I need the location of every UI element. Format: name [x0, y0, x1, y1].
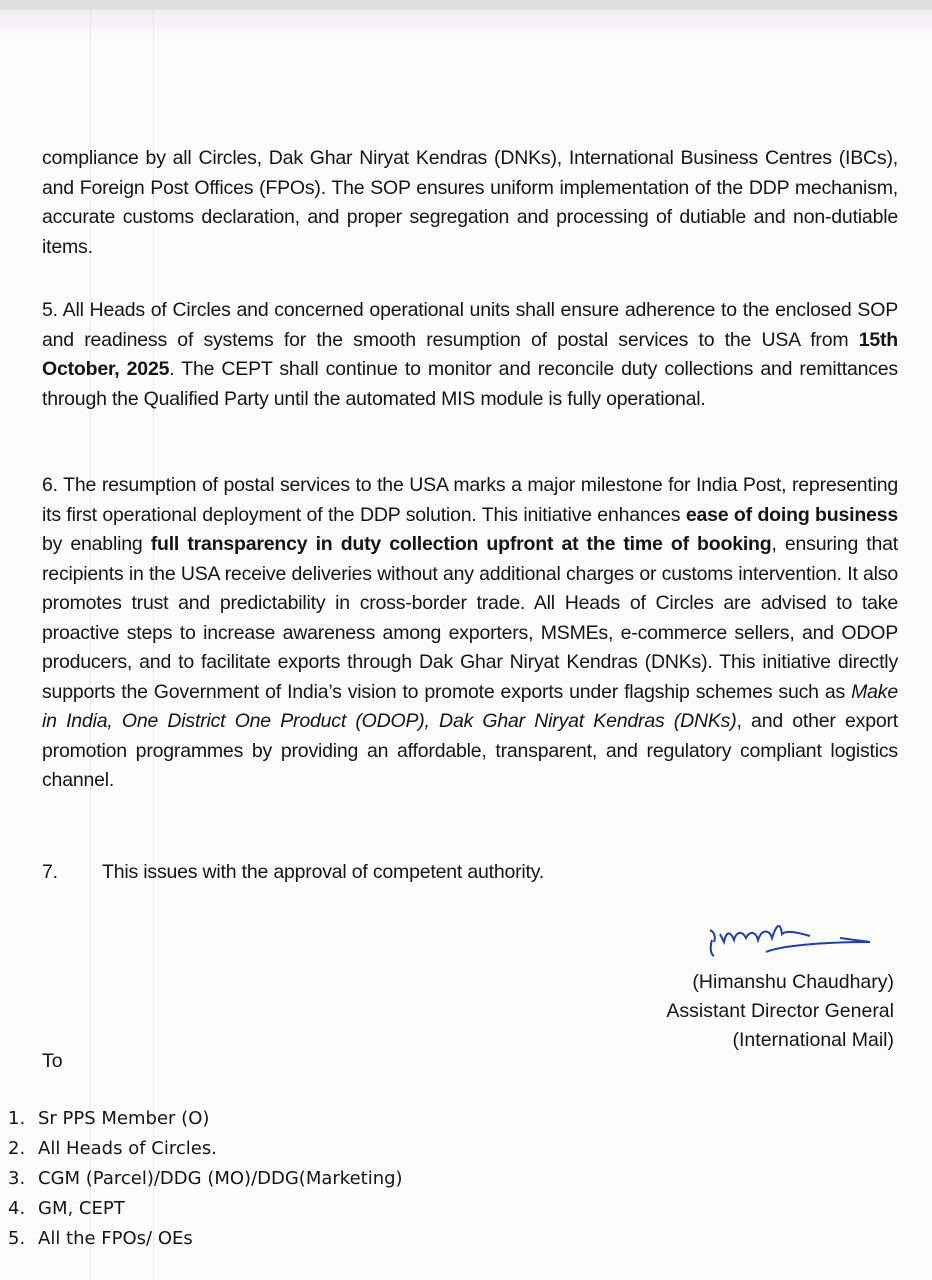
list-item: 1. Sr PPS Member (O): [8, 1108, 210, 1129]
signature-icon: [700, 912, 890, 962]
paragraph-5: 5. All Heads of Circles and concerned operational units shall ensure adherence to the enclosed SOP and readiness of systems for the smooth resumption of postal services to the USA from 15th October, 2025. The CEPT shall continue to monitor and reconcile duty collections and remittances through the Qualified Party until the automated MIS module is fully operational.: [42, 299, 898, 410]
recipients-list: [8, 1104, 403, 1254]
top-bar: [0, 0, 932, 10]
list-item: 5. All the FPOs/ OEs: [8, 1228, 193, 1249]
intro-paragraph: compliance by all Circles, Dak Ghar Niryat Kendras (DNKs), International Business Centres (IBCs), and Foreign Post Offices (FPOs). The SOP ensures uniform implementation of the DDP mechanism, accurate customs declaration, and proper segregation and processing of dutiable and non-dutiable items.: [42, 147, 898, 258]
list-item: 4. GM, CEPT: [8, 1198, 125, 1219]
signatory-division: (International Mail): [732, 1029, 894, 1051]
resumption-date: 15th October, 2025: [42, 328, 898, 380]
paragraph-6: 6. The resumption of postal services to the USA marks a major milestone for India Post, representing its first operational deployment of the DDP solution. This initiative enhances ease of doing business by enabling full transparency in duty collection upfront at the time of booking, ensuring that recipients in the USA receive deliveries without any additional charges or customs intervention. It also promotes trust and predictability in cross-border trade. All Heads of Circles are advised to take proactive steps to increase awareness among exporters, MSMEs, e-commerce sellers, and ODOP producers, and to facilitate exports through Dak Ghar Niryat Kendras (DNKs). This initiative directly supports the Government of India’s vision to promote exports under flagship schemes such as Make in India, One District One Product (ODOP), Dak Ghar Niryat Kendras (DNKs), and other export promotion programmes by providing an affordable, transparent, and regulatory compliant logistics channel.: [42, 474, 899, 791]
top-shade: [0, 10, 932, 40]
signatory-block: [666, 968, 894, 1055]
signatory-name: (Himanshu Chaudhary): [692, 971, 894, 993]
list-item: 3. CGM (Parcel)/DDG (MO)/DDG(Marketing): [8, 1168, 403, 1189]
paragraph-7: 7. This issues with the approval of competent authority.: [42, 861, 545, 883]
list-item: 2. All Heads of Circles.: [8, 1138, 217, 1159]
signatory-designation: Assistant Director General: [666, 1000, 894, 1022]
to-label: To: [42, 1050, 63, 1072]
